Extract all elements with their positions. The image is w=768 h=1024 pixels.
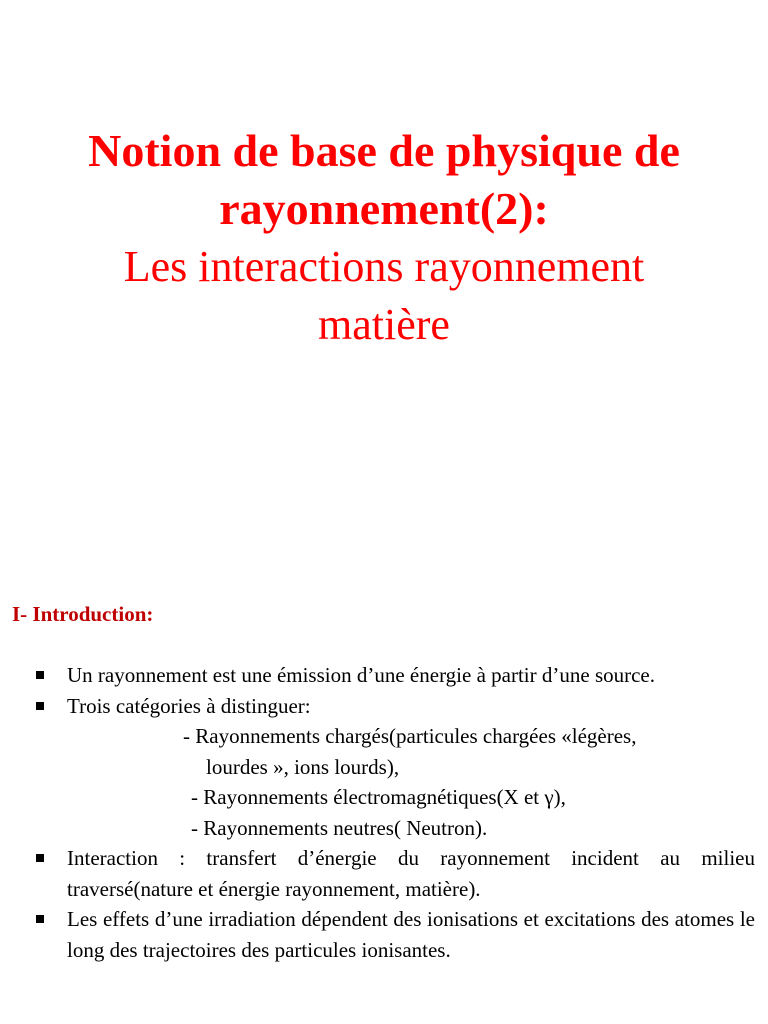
bullet-item (36, 904, 755, 965)
bullet-text: Trois catégories à distinguer: (67, 693, 311, 718)
bullet-item (36, 843, 755, 904)
subtitle-line-1: Les interactions rayonnement (123, 242, 645, 291)
section-heading: I- Introduction: (12, 602, 154, 626)
square-bullet-icon (36, 854, 44, 862)
title-block (0, 122, 768, 354)
bullet-text: Un rayonnement est une émission d’une énergie à partir d’une source. (67, 663, 655, 687)
title-line-2: rayonnement(2): (219, 183, 549, 234)
bullet-list (36, 660, 755, 965)
bullet-text: Les effets d’une irradiation dépendent des ionisations et excitations des atomes le long des trajectoires des particules ionisantes. (67, 907, 755, 962)
square-bullet-icon (36, 915, 44, 923)
bullet-item (36, 660, 755, 691)
bullet-item (36, 691, 755, 844)
subtitle-line-2: matière (318, 300, 450, 349)
square-bullet-icon (36, 671, 44, 679)
sub-list (67, 721, 755, 843)
sub-item-line: - Rayonnements chargés(particules chargées «légères, (183, 724, 637, 748)
title-line-1: Notion de base de physique de (88, 125, 680, 176)
sub-item-line: lourdes », ions lourds), (206, 754, 400, 779)
square-bullet-icon (36, 702, 44, 710)
sub-item-line: - Rayonnements neutres( Neutron). (191, 815, 488, 840)
sub-item-line: - Rayonnements électromagnétiques(X et γ), (191, 785, 566, 809)
bullet-text: Interaction : transfert d’énergie du rayonnement incident au milieu traversé(nature et énergie rayonnement, matière). (67, 846, 755, 901)
